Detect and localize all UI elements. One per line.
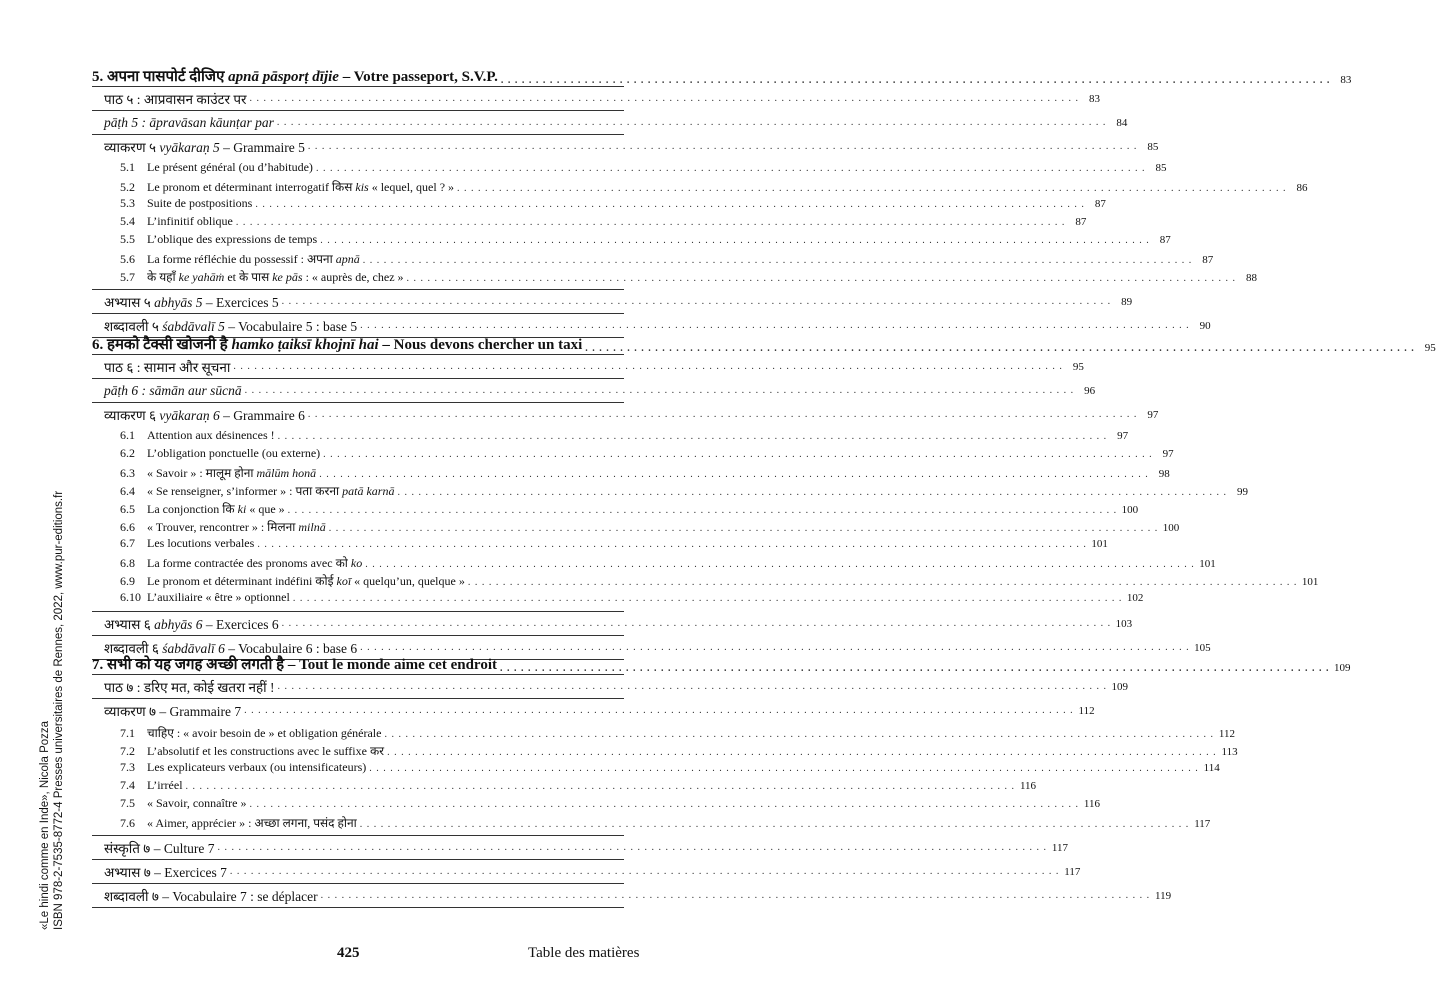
toc-subsection[interactable]: 5.4 L’infinitif oblique . . . 87 [92, 214, 624, 232]
page-number: 97 [1117, 430, 1129, 442]
dot-leader [397, 487, 1227, 498]
chapter-title-fr: – Votre passeport, S.V.P. [338, 69, 498, 85]
page-number: 103 [1115, 617, 1133, 630]
page-number: 90 [1199, 319, 1211, 332]
toc-subsection[interactable]: 6.5 La conjonction कि ki « que » . . . 100 [92, 500, 624, 518]
page-number: 95 [1072, 360, 1084, 373]
chapter-heading[interactable] [92, 650, 1351, 674]
toc-section[interactable]: pāṭh 5 : āpravāsan kāunṭar par . . . 84 [92, 111, 624, 134]
toc-subsection[interactable]: 5.7 के यहाँ ke yahāṁ et के पास ke pās : « auprès de, chez » . . . 88 [92, 268, 624, 286]
footer-page-number: 425 [337, 945, 360, 961]
toc-section[interactable]: संस्कृति ७ – Culture 7 . . . 117 [92, 836, 624, 859]
chapter-title-fr: – Nous devons chercher un taxi [378, 337, 583, 353]
dot-leader [369, 763, 1199, 774]
subsection-list [92, 722, 1238, 835]
dot-leader [500, 663, 1330, 674]
page-number: 83 [1089, 92, 1101, 105]
sidebar-line-2: ISBN 978-2-7535-8772-4 Presses universitaires de Rennes, 2022, www.pur-editions.fr [53, 490, 65, 930]
toc-subsection[interactable]: 5.6 La forme réfléchie du possessif : अपना apnā . . . 87 [92, 250, 624, 268]
dot-leader [236, 217, 1066, 228]
dot-leader [293, 593, 1123, 604]
dot-leader [323, 449, 1153, 460]
toc-section[interactable]: व्याकरण ५ vyākaraṇ 5 – Grammaire 5 . . . 85 [92, 135, 624, 158]
dot-leader [457, 183, 1287, 194]
chapter-7 [92, 650, 1351, 908]
page-number: 86 [1296, 182, 1308, 194]
toc-section[interactable]: pāṭh 6 : sāmān aur sūcnā . . . 96 [92, 379, 624, 402]
page-number: 84 [1116, 116, 1128, 129]
dot-leader [585, 343, 1415, 354]
dot-leader [186, 781, 1016, 792]
chapter-heading[interactable] [92, 330, 1436, 354]
toc-section[interactable]: व्याकरण ६ vyākaraṇ 6 – Grammaire 6 . . . 97 [92, 403, 624, 426]
dot-leader [277, 117, 1107, 128]
page-number: 100 [1162, 522, 1180, 534]
chapter-6 [92, 330, 1436, 660]
toc-section[interactable]: अभ्यास ७ – Exercices 7 . . . 117 [92, 860, 624, 883]
dot-leader [321, 890, 1151, 901]
page-number: 97 [1162, 448, 1174, 460]
toc-subsection[interactable]: 7.4 L’irréel . . . 116 [92, 778, 624, 796]
toc-section[interactable]: शब्दावली ७ – Vocabulaire 7 : se déplacer . . . 119 [92, 884, 624, 907]
page-number: 96 [1084, 384, 1096, 397]
toc-section[interactable]: अभ्यास ५ abhyās 5 – Exercices 5 . . . 89 [92, 290, 624, 313]
page-number: 89 [1121, 295, 1133, 308]
dot-leader [282, 618, 1112, 629]
toc-section[interactable]: शब्दावली ६ śabdāvalī 6 – Vocabulaire 6 : base 6 . . . 105 [92, 636, 624, 659]
page-number: 112 [1218, 728, 1235, 740]
dot-leader [282, 296, 1112, 307]
page-number: 87 [1075, 216, 1087, 228]
chapter-translit: apnā pāsporṭ dījie [228, 69, 339, 85]
chapter-title-fr: – Tout le monde aime cet endroit [284, 657, 497, 673]
page-number: 99 [1236, 486, 1248, 498]
dot-leader [329, 523, 1159, 534]
toc-subsection[interactable]: 6.9 Le pronom et déterminant indéfini कोई koī « quelqu’un, quelque » . . . 101 [92, 572, 624, 590]
toc-subsection[interactable]: 5.1 Le présent général (ou d’habitude) . . . 85 [92, 160, 624, 178]
toc-section[interactable]: अभ्यास ६ abhyās 6 – Exercices 6 . . . 103 [92, 612, 624, 635]
dot-leader [233, 361, 1063, 372]
dot-leader [360, 819, 1190, 830]
chapter-5 [92, 62, 1352, 338]
toc-subsection[interactable]: 6.10 L’auxiliaire « être » optionnel . . . 102 [92, 590, 624, 608]
dot-leader [244, 705, 1074, 716]
toc-subsection[interactable]: 6.4 « Se renseigner, s’informer » : पता करना patā karnā . . . 99 [92, 482, 624, 500]
page-number: 100 [1121, 504, 1139, 516]
dot-leader [384, 729, 1214, 740]
toc-subsection[interactable]: 6.6 « Trouver, rencontrer » : मिलना milnā . . . 100 [92, 518, 624, 536]
sidebar-line-1: «Le hindi comme en Inde», Nicola Pozza [39, 720, 51, 930]
toc-subsection[interactable]: 6.8 La forme contractée des pronoms avec को ko . . . 101 [92, 554, 624, 572]
page-number: 87 [1202, 254, 1214, 266]
page-number: 85 [1147, 140, 1159, 153]
toc-subsection[interactable]: 5.5 L’oblique des expressions de temps . . . 87 [92, 232, 624, 250]
dot-leader [250, 799, 1080, 810]
page-number: 116 [1083, 798, 1100, 810]
toc-subsection[interactable]: 6.2 L’obligation ponctuelle (ou externe) . . . 97 [92, 446, 624, 464]
page-number: 97 [1147, 408, 1159, 421]
dot-leader [217, 842, 1047, 853]
page-number: 114 [1203, 762, 1220, 774]
copyright-sidebar [38, 491, 66, 930]
toc-section[interactable]: पाठ ६ : सामान और सूचना . . . 95 [92, 355, 624, 378]
chapter-heading[interactable] [92, 62, 1352, 86]
dot-leader [319, 469, 1149, 480]
page-number: 113 [1221, 746, 1238, 758]
page-number: 102 [1126, 592, 1144, 604]
toc-section[interactable]: शब्दावली ५ śabdāvalī 5 – Vocabulaire 5 : base 5 . . . 90 [92, 314, 624, 337]
dot-leader [365, 559, 1195, 570]
toc-subsection[interactable]: 5.2 Le pronom et déterminant interrogatif किस kis « lequel, quel ? » . . . 86 [92, 178, 624, 196]
dot-leader [501, 75, 1331, 86]
page-number: 109 [1333, 662, 1351, 674]
toc-section[interactable]: पाठ ५ : आप्रवासन काउंटर पर . . . 83 [92, 87, 624, 110]
page-number: 83 [1340, 74, 1352, 86]
dot-leader [250, 93, 1080, 104]
subsection-list [92, 426, 1319, 611]
dot-leader [288, 505, 1118, 516]
page-number: 85 [1155, 162, 1167, 174]
dot-leader [320, 235, 1150, 246]
toc-subsection[interactable]: 7.6 « Aimer, apprécier » : अच्छा लगना, पसंद होना . . . 117 [92, 814, 624, 832]
page-number: 95 [1424, 342, 1436, 354]
page-number: 112 [1078, 704, 1095, 717]
toc-subsection[interactable]: 7.2 L’absolutif et les constructions avec le suffixe कर . . . 113 [92, 742, 624, 760]
dot-leader [387, 747, 1217, 758]
page-number: 101 [1199, 558, 1216, 570]
dot-leader [363, 255, 1193, 266]
running-title: Table des matières [528, 945, 640, 961]
toc-subsection[interactable]: 6.1 Attention aux désinences ! . . . 97 [92, 428, 624, 446]
page-number: 116 [1019, 780, 1037, 792]
dot-leader [255, 199, 1085, 210]
page-number: 98 [1158, 468, 1170, 480]
toc-subsection[interactable]: 6.7 Les locutions verbales . . . 101 [92, 536, 624, 554]
toc-section[interactable]: पाठ ७ : डरिए मत, कोई खतरा नहीं ! . . . 109 [92, 675, 624, 698]
chapter-title: 7. सभी को यह जगह अच्छी लगती है [92, 657, 285, 673]
dot-leader [316, 163, 1146, 174]
dot-leader [308, 141, 1138, 152]
page-number: 119 [1154, 889, 1172, 902]
dot-leader [278, 681, 1108, 692]
toc-subsection[interactable]: 6.3 « Savoir » : मालूम होना mālūm honā . . . 98 [92, 464, 624, 482]
page-number: 117 [1064, 865, 1081, 878]
page-number: 101 [1091, 538, 1108, 550]
toc-subsection[interactable]: 7.3 Les explicateurs verbaux (ou intensificateurs) . . . 114 [92, 760, 624, 778]
dot-leader [308, 409, 1138, 420]
toc-section[interactable]: व्याकरण ७ – Grammaire 7 . . . 112 [92, 699, 624, 722]
chapter-title: 6. हमको टैक्सी खोजनी है [92, 337, 232, 353]
page-number: 109 [1111, 680, 1129, 693]
chapter-title: 5. अपना पासपोर्ट दीजिए [92, 69, 229, 85]
dot-leader [407, 273, 1237, 284]
subsection-list [92, 158, 1308, 289]
page-number: 117 [1051, 841, 1068, 854]
toc-subsection[interactable]: 7.5 « Savoir, connaître » . . . 116 [92, 796, 624, 814]
toc-subsection[interactable]: 5.3 Suite de postpositions . . . 87 [92, 196, 624, 214]
dot-leader [245, 385, 1075, 396]
page-number: 105 [1194, 641, 1211, 654]
dot-leader [230, 866, 1060, 877]
dot-leader [468, 577, 1298, 588]
dot-leader [278, 431, 1108, 442]
page-number: 87 [1094, 198, 1106, 210]
page-number: 88 [1246, 272, 1258, 284]
page-number: 87 [1159, 234, 1171, 246]
page-number: 117 [1194, 818, 1211, 830]
chapter-translit: hamko ṭaiksī khojnī hai [231, 337, 379, 353]
toc-subsection[interactable]: 7.1 चाहिए : « avoir besoin de » et obligation générale . . . 112 [92, 724, 624, 742]
dot-leader [257, 539, 1087, 550]
page-number: 101 [1301, 576, 1319, 588]
